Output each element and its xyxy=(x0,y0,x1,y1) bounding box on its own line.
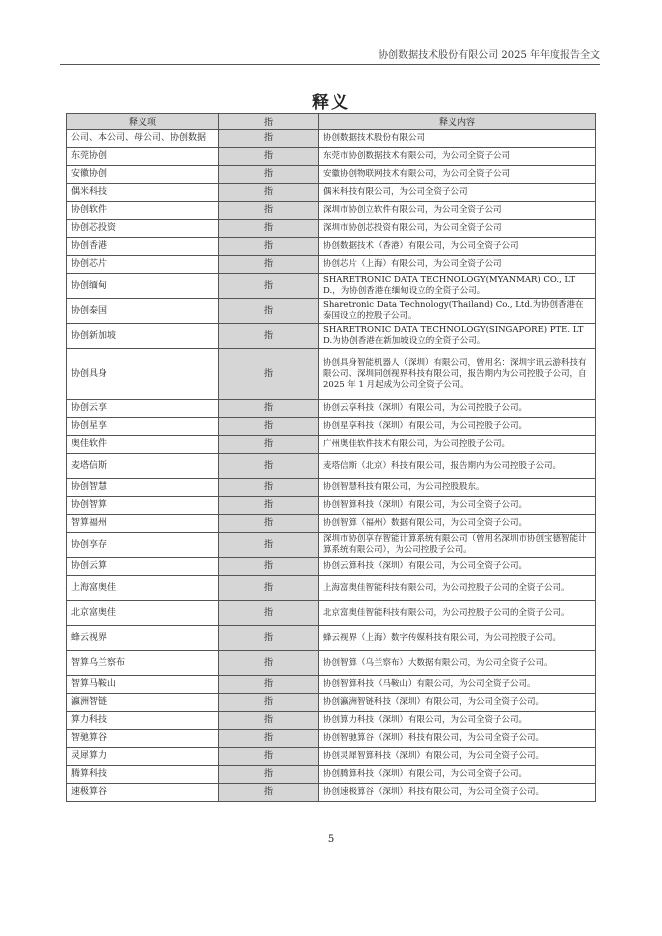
term-cell: 协创云算 xyxy=(67,558,219,576)
term-cell: 腾算科技 xyxy=(67,766,219,784)
table-row xyxy=(67,748,596,766)
term-cell: 协创缅甸 xyxy=(67,274,219,299)
ref-cell: 指 xyxy=(219,479,319,497)
table-row xyxy=(67,497,596,515)
table-row xyxy=(67,784,596,802)
column-header-ref: 指 xyxy=(219,114,319,130)
ref-cell: 指 xyxy=(219,730,319,748)
table-row xyxy=(67,626,596,651)
column-header-term: 释义项 xyxy=(67,114,219,130)
ref-cell: 指 xyxy=(219,784,319,802)
table-row xyxy=(67,238,596,256)
table-row xyxy=(67,730,596,748)
definition-cell: 协创数据技术股份有限公司 xyxy=(319,130,596,148)
definition-cell: 东莞市协创数据技术有限公司，为公司全资子公司 xyxy=(319,148,596,166)
term-cell: 协创香港 xyxy=(67,238,219,256)
ref-cell: 指 xyxy=(219,220,319,238)
definition-cell: 麦塔信斯（北京）科技有限公司，报告期内为公司控股子公司。 xyxy=(319,454,596,479)
ref-cell: 指 xyxy=(219,324,319,349)
ref-cell: 指 xyxy=(219,238,319,256)
definition-cell: 协创智慧科技有限公司，为公司控股股东。 xyxy=(319,479,596,497)
term-cell: 灵犀算力 xyxy=(67,748,219,766)
table-row xyxy=(67,324,596,349)
definition-cell: 协创智算（乌兰察布）大数据有限公司，为公司全资子公司。 xyxy=(319,651,596,676)
table-row xyxy=(67,558,596,576)
definition-cell: 协创云算科技（深圳）有限公司，为公司全资子公司。 xyxy=(319,558,596,576)
table-row xyxy=(67,651,596,676)
ref-cell: 指 xyxy=(219,601,319,626)
page-number: 5 xyxy=(327,834,335,845)
definition-cell: 协创腾算科技（深圳）有限公司，为公司全资子公司。 xyxy=(319,766,596,784)
table-row xyxy=(67,130,596,148)
definition-cell: 协创智驰算谷（深圳）科技有限公司，为公司全资子公司。 xyxy=(319,730,596,748)
table-row xyxy=(67,533,596,558)
term-cell: 东莞协创 xyxy=(67,148,219,166)
term-cell: 公司、本公司、母公司、协创数据 xyxy=(67,130,219,148)
table-row xyxy=(67,601,596,626)
definition-cell: 上海富奥佳智能科技有限公司，为公司控股子公司的全资子公司。 xyxy=(319,576,596,601)
definition-cell: SHARETRONIC DATA TECHNOLOGY(SINGAPORE) PTE. LTD.为协创香港在新加坡设立的全资子公司。 xyxy=(319,324,596,349)
definition-cell: 广州奥佳软件技术有限公司，为公司控股子公司。 xyxy=(319,436,596,454)
ref-cell: 指 xyxy=(219,130,319,148)
table-row xyxy=(67,220,596,238)
ref-cell: 指 xyxy=(219,454,319,479)
ref-cell: 指 xyxy=(219,166,319,184)
table-row xyxy=(67,349,596,400)
table-header-row xyxy=(67,114,596,130)
table-row xyxy=(67,436,596,454)
ref-cell: 指 xyxy=(219,558,319,576)
term-cell: 奥佳软件 xyxy=(67,436,219,454)
definition-cell: 协创速极算谷（深圳）科技有限公司，为公司全资子公司。 xyxy=(319,784,596,802)
table-row xyxy=(67,274,596,299)
table-row xyxy=(67,400,596,418)
definition-cell: 协创智算科技（马鞍山）有限公司，为公司全资子公司。 xyxy=(319,676,596,694)
header-divider xyxy=(60,64,600,65)
term-cell: 协创新加坡 xyxy=(67,324,219,349)
definition-cell: 深圳市协创享存智能计算系统有限公司（曾用名深圳市协创宝德智能计算系统有限公司），为公司控股子公司。 xyxy=(319,533,596,558)
term-cell: 算力科技 xyxy=(67,712,219,730)
definition-cell: 北京富奥佳智能科技有限公司，为公司控股子公司的全资子公司。 xyxy=(319,601,596,626)
page-title: 释义 xyxy=(312,93,350,113)
table-row xyxy=(67,576,596,601)
term-cell: 偶米科技 xyxy=(67,184,219,202)
ref-cell: 指 xyxy=(219,748,319,766)
term-cell: 麦塔信斯 xyxy=(67,454,219,479)
definition-cell: 安徽协创物联网技术有限公司，为公司全资子公司 xyxy=(319,166,596,184)
term-cell: 协创云享 xyxy=(67,400,219,418)
definition-cell: 深圳市协创芯投资有限公司，为公司全资子公司 xyxy=(319,220,596,238)
ref-cell: 指 xyxy=(219,515,319,533)
ref-cell: 指 xyxy=(219,576,319,601)
ref-cell: 指 xyxy=(219,256,319,274)
table-row xyxy=(67,454,596,479)
definition-cell: SHARETRONIC DATA TECHNOLOGY(MYANMAR) CO., LTD.，为协创香港在缅甸设立的全资子公司。 xyxy=(319,274,596,299)
report-header: 协创数据技术股份有限公司 2025 年年度报告全文 xyxy=(378,50,600,61)
term-cell: 智算福州 xyxy=(67,515,219,533)
table-row xyxy=(67,766,596,784)
term-cell: 瀛洲智链 xyxy=(67,694,219,712)
table-row xyxy=(67,479,596,497)
ref-cell: 指 xyxy=(219,651,319,676)
table-row xyxy=(67,694,596,712)
term-cell: 协创芯投资 xyxy=(67,220,219,238)
column-header-definition: 释义内容 xyxy=(319,114,596,130)
definition-cell: 协创灵犀智算科技（深圳）有限公司，为公司全资子公司。 xyxy=(319,748,596,766)
ref-cell: 指 xyxy=(219,533,319,558)
definition-cell: 协创智算科技（深圳）有限公司，为公司全资子公司。 xyxy=(319,497,596,515)
term-cell: 协创具身 xyxy=(67,349,219,400)
term-cell: 上海富奥佳 xyxy=(67,576,219,601)
term-cell: 北京富奥佳 xyxy=(67,601,219,626)
term-cell: 协创智算 xyxy=(67,497,219,515)
ref-cell: 指 xyxy=(219,349,319,400)
table-row xyxy=(67,256,596,274)
term-cell: 智算乌兰察布 xyxy=(67,651,219,676)
definition-cell: 协创芯片（上海）有限公司，为公司全资子公司 xyxy=(319,256,596,274)
definition-cell: 协创星享科技（深圳）有限公司，为公司控股子公司。 xyxy=(319,418,596,436)
definition-cell: 协创云享科技（深圳）有限公司，为公司控股子公司。 xyxy=(319,400,596,418)
glossary-table xyxy=(66,113,596,802)
ref-cell: 指 xyxy=(219,184,319,202)
ref-cell: 指 xyxy=(219,299,319,324)
ref-cell: 指 xyxy=(219,676,319,694)
ref-cell: 指 xyxy=(219,626,319,651)
table-row xyxy=(67,418,596,436)
definition-cell: 协创算力科技（深圳）有限公司，为公司全资子公司。 xyxy=(319,712,596,730)
ref-cell: 指 xyxy=(219,436,319,454)
term-cell: 智算马鞍山 xyxy=(67,676,219,694)
term-cell: 蜂云视界 xyxy=(67,626,219,651)
glossary-body xyxy=(67,130,596,802)
definition-cell: Sharetronic Data Technology(Thailand) Co., Ltd.为协创香港在泰国设立的控股子公司。 xyxy=(319,299,596,324)
definition-cell: 协创瀛洲智链科技（深圳）有限公司，为公司全资子公司。 xyxy=(319,694,596,712)
ref-cell: 指 xyxy=(219,418,319,436)
ref-cell: 指 xyxy=(219,766,319,784)
table-row xyxy=(67,676,596,694)
definition-cell: 偶米科技有限公司，为公司全资子公司 xyxy=(319,184,596,202)
term-cell: 协创智慧 xyxy=(67,479,219,497)
ref-cell: 指 xyxy=(219,274,319,299)
table-row xyxy=(67,148,596,166)
table-row xyxy=(67,166,596,184)
ref-cell: 指 xyxy=(219,712,319,730)
ref-cell: 指 xyxy=(219,400,319,418)
definition-cell: 深圳市协创立软件有限公司，为公司全资子公司 xyxy=(319,202,596,220)
definition-cell: 协创智算（福州）数据有限公司，为公司全资子公司。 xyxy=(319,515,596,533)
definition-cell: 协创具身智能机器人（深圳）有限公司，曾用名：深圳宇讯云游科技有限公司、深圳同创视界科技有限公司，报告期内为公司控股子公司，自 2025 年 1 月起成为公司全资子公司。 xyxy=(319,349,596,400)
ref-cell: 指 xyxy=(219,202,319,220)
term-cell: 协创芯片 xyxy=(67,256,219,274)
term-cell: 速极算谷 xyxy=(67,784,219,802)
ref-cell: 指 xyxy=(219,694,319,712)
table-row xyxy=(67,515,596,533)
table-row xyxy=(67,712,596,730)
ref-cell: 指 xyxy=(219,497,319,515)
table-row xyxy=(67,299,596,324)
term-cell: 安徽协创 xyxy=(67,166,219,184)
ref-cell: 指 xyxy=(219,148,319,166)
definition-cell: 蜂云视界（上海）数字传媒科技有限公司，为公司控股子公司。 xyxy=(319,626,596,651)
term-cell: 协创星享 xyxy=(67,418,219,436)
term-cell: 智驰算谷 xyxy=(67,730,219,748)
table-row xyxy=(67,184,596,202)
definition-cell: 协创数据技术（香港）有限公司，为公司全资子公司 xyxy=(319,238,596,256)
table-row xyxy=(67,202,596,220)
term-cell: 协创泰国 xyxy=(67,299,219,324)
term-cell: 协创享存 xyxy=(67,533,219,558)
term-cell: 协创软件 xyxy=(67,202,219,220)
